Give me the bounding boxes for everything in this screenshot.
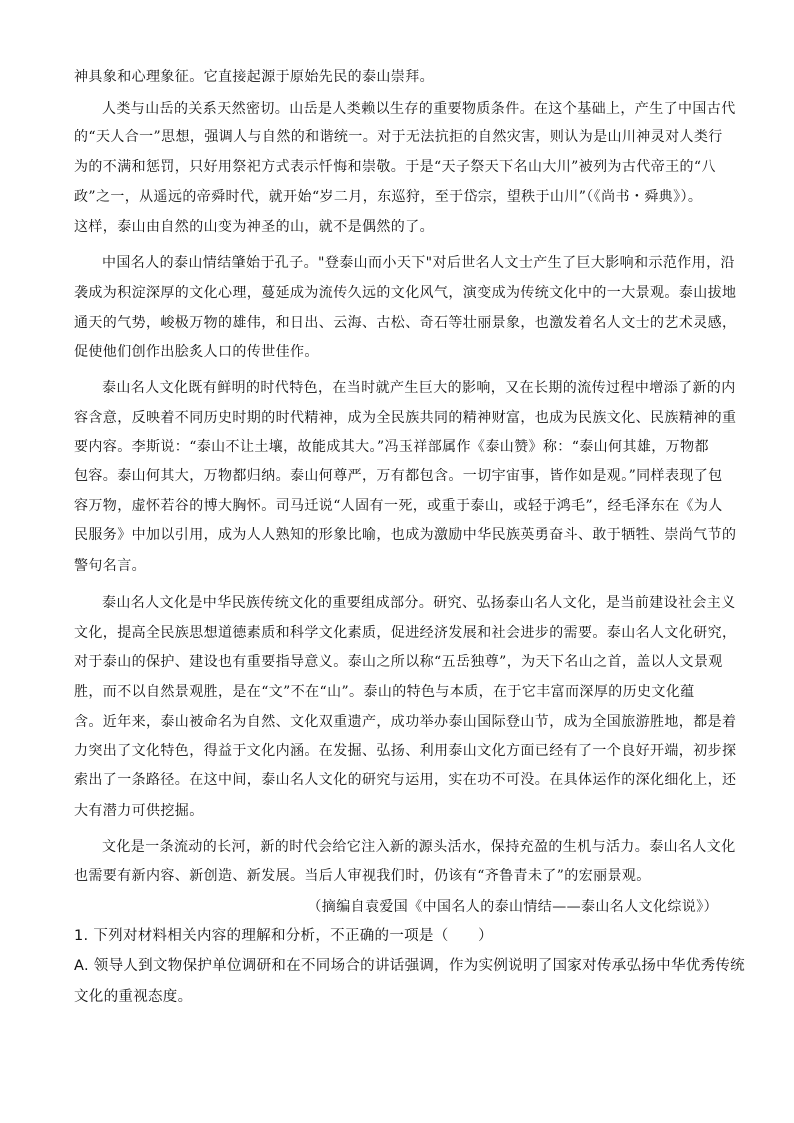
paragraph-line: 文化，提高全民族思想道德素质和科学文化素质，促进经济发展和社会进步的需要。泰山名人文化研究， — [74, 625, 737, 641]
paragraph-line: 泰山名人文化是中华民族传统文化的重要组成部分。研究、弘扬泰山名人文化，是当前建设社会主义 — [102, 595, 736, 611]
paragraph-line: 通天的气势，峻极万物的雄伟，和日出、云海、古松、奇石等壮丽景象，也激发着名人文士的艺术灵感， — [74, 315, 737, 331]
paragraph-line: 索出了一条路径。在这中间，泰山名人文化的研究与运用，实在功不可没。在具体运作的深化细化上，还 — [74, 772, 737, 788]
paragraph-line: 中国名人的泰山情结肇始于孔子。"登泰山而小天下"对后世名人文士产生了巨大影响和示范作用，沿 — [102, 255, 735, 271]
paragraph-line: 含。近年来，泰山被命名为自然、文化双重遗产，成功举办泰山国际登山节，成为全国旅游胜地，都是着 — [74, 714, 737, 730]
paragraph-line: 容万物，虚怀若谷的博大胸怀。司马迁说“人固有一死，或重于泰山，或轻于鸿毛”，经毛泽东在《为人 — [74, 498, 723, 514]
option-a-line: 文化的重视态度。 — [74, 989, 193, 1005]
paragraph-line: 文化是一条流动的长河，新的时代会给它注入新的源头活水，保持充盈的生机与活力。泰山名人文化 — [102, 839, 736, 855]
paragraph-line: 泰山名人文化既有鲜明的时代特色，在当时就产生巨大的影响，又在长期的流传过程中增添了新的内 — [102, 380, 736, 396]
paragraph-line: 大有潜力可供挖掘。 — [74, 803, 204, 819]
paragraph-line: 促使他们创作出脍炙人口的传世佳作。 — [74, 344, 319, 360]
paragraph-line: 人类与山岳的关系天然密切。山岳是人类赖以生存的重要物质条件。在这个基础上，产生了中国古代 — [102, 101, 736, 117]
paragraph-line: 这样，泰山由自然的山变为神圣的山，就不是偶然的了。 — [74, 219, 434, 235]
paragraph-line: 胜，而不以自然景观胜，是在“文”不在“山”。泰山的特色与本质，在于它丰富而深厚的历史文化蕴 — [74, 684, 695, 700]
paragraph-line: 对于泰山的保护、建设也有重要指导意义。泰山之所以称“五岳独尊”，为天下名山之首，盖以人文景观 — [74, 654, 723, 670]
paragraph-line: 的“天人合一”思想，强调人与自然的和谐统一。对于无法抗拒的自然灾害，则认为是山川神灵对人类行 — [74, 129, 723, 145]
paragraph-line: 政”之一，从遥远的帝舜时代，就开始“岁二月，东巡狩，至于岱宗，望秩于山川”（《尚书・舜典》）。 — [74, 189, 703, 205]
paragraph-line: 要内容。李斯说：“泰山不让土壤，故能成其大。”冯玉祥部属作《泰山赞》称：“泰山何其雄，万物都 — [74, 439, 709, 455]
paragraph-line: 袭成为积淀深厚的文化心理，蔓延成为流传久远的文化风气，演变成为传统文化中的一大景观。泰山拔地 — [74, 285, 737, 301]
source-citation: （摘编自袁爱国《中国名人的泰山情结——泰山名人文化综说》） — [307, 899, 718, 915]
paragraph-line: 为的不满和惩罚，只好用祭祀方式表示忏悔和崇敬。于是“天子祭天下名山大川”被列为古代帝王的“八 — [74, 159, 716, 175]
paragraph-line: 警句名言。 — [74, 558, 146, 574]
question-stem: 1. 下列对材料相关内容的理解和分析，不正确的一项是（ ） — [74, 928, 493, 944]
paragraph-line: 民服务》中加以引用，成为人人熟知的形象比喻，也成为激励中华民族英勇奋斗、敢于牺牲、崇尚气节的 — [74, 527, 737, 543]
paragraph-line: 力突出了文化特色，得益于文化内涵。在发掘、弘扬、利用泰山文化方面已经有了一个良好开端，初步探 — [74, 743, 737, 759]
option-a-line: A. 领导人到文物保护单位调研和在不同场合的讲话强调，作为实例说明了国家对传承弘扬中华优秀传统 — [74, 958, 745, 974]
paragraph-line: 也需要有新内容、新创造、新发展。当后人审视我们时，仍该有“齐鲁青未了”的宏丽景观。 — [74, 868, 651, 884]
paragraph-line: 包容。泰山何其大，万物都归纳。泰山何尊严，万有都包含。一切宇宙事，皆作如是观。”同样表现了包 — [74, 468, 723, 484]
paragraph-line: 容含意，反映着不同历史时期的时代精神，成为全民族共同的精神财富，也成为民族文化、民族精神的重 — [74, 410, 737, 426]
paragraph-line: 神具象和心理象征。它直接起源于原始先民的泰山崇拜。 — [74, 69, 434, 85]
